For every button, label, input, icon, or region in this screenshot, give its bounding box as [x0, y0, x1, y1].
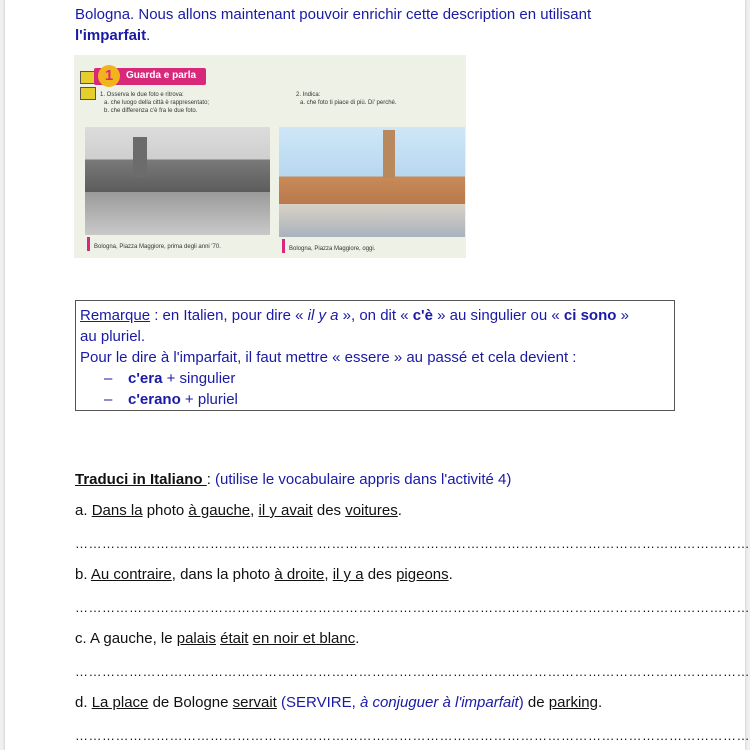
- activity-title: Guarda e parla: [126, 70, 197, 81]
- answer-line-c[interactable]: ……………………………………………………………………………………………………………………………………: [75, 664, 750, 679]
- remark-item-bold: c'erano: [128, 391, 181, 408]
- item-underlined: était: [220, 630, 249, 647]
- list-dash: –: [104, 370, 113, 387]
- item-underlined: Au contraire: [90, 566, 172, 583]
- exercise-item-a: [75, 500, 402, 521]
- item-text: , dans la photo: [171, 566, 275, 583]
- textbook-excerpt: [74, 55, 466, 258]
- remark-item-cera: [80, 368, 674, 389]
- item-underlined: à gauche: [188, 502, 251, 519]
- tower-shape: [383, 130, 395, 178]
- document-page: [5, 0, 750, 750]
- piazza-maggiore-old-photo: [85, 127, 270, 235]
- remark-item-rest: + pluriel: [180, 391, 238, 408]
- caption-right: Bologna, Piazza Maggiore, oggi.: [289, 246, 376, 252]
- question-2-a: a. che foto ti piace di più. Di' perché.: [300, 100, 397, 106]
- caption-left: Bologna, Piazza Maggiore, prima degli anni '70.: [94, 244, 221, 250]
- piazza-maggiore-today-photo: [279, 127, 465, 237]
- item-underlined: palais: [176, 630, 216, 647]
- item-underlined: il y avait: [258, 502, 313, 519]
- remark-item-cerano: [80, 389, 674, 410]
- exercise-instruction: (utilise le vocabulaire appris dans l'activité 4): [215, 471, 512, 488]
- item-underlined: Dans la: [91, 502, 143, 519]
- remark-line-2: au pluriel.: [80, 328, 146, 345]
- item-text: .: [597, 694, 603, 711]
- remark-text: »: [616, 307, 629, 324]
- caption-marker: [282, 239, 285, 253]
- item-text: c. A gauche, le: [75, 630, 177, 647]
- item-text: des: [363, 566, 397, 583]
- remark-cisono: ci sono: [563, 307, 617, 324]
- exercise-colon: :: [206, 471, 216, 488]
- remark-item-bold: c'era: [128, 370, 163, 387]
- item-text: de Bologne: [148, 694, 233, 711]
- item-underlined: en noir et blanc: [252, 630, 356, 647]
- item-text: photo: [142, 502, 189, 519]
- answer-line-a[interactable]: ……………………………………………………………………………………………………………………………………: [75, 536, 750, 551]
- item-text: b.: [75, 566, 91, 583]
- exercise-item-d: [75, 692, 602, 713]
- hint-text: ): [518, 694, 524, 711]
- intro-paragraph: [75, 4, 675, 46]
- exercise-item-b: [75, 564, 453, 585]
- question-1-title: 1. Osserva le due foto e ritrova:: [100, 92, 184, 98]
- caption-marker: [87, 237, 90, 251]
- question-1-b: b. che differenza c'è fra le due foto.: [104, 108, 198, 114]
- item-text: a.: [75, 502, 92, 519]
- intro-period: .: [146, 27, 151, 44]
- hint-text: (SERVIRE,: [281, 694, 360, 711]
- item-text: ,: [250, 502, 259, 519]
- remark-text: : en Italien, pour dire «: [150, 307, 308, 324]
- question-1-a: a. che luogo della città è rappresentato;: [104, 100, 210, 106]
- tower-shape: [133, 137, 147, 177]
- remark-text: » au singulier ou «: [432, 307, 564, 324]
- item-underlined: pigeons: [396, 566, 449, 583]
- exercise-heading: [75, 469, 511, 490]
- list-dash: –: [104, 391, 113, 408]
- item-text: de: [523, 694, 549, 711]
- item-underlined: il y a: [332, 566, 364, 583]
- answer-line-b[interactable]: ……………………………………………………………………………………………………………………………………: [75, 600, 750, 615]
- remark-ilya: il y a: [307, 307, 339, 324]
- remark-label: Remarque: [80, 307, 151, 324]
- remark-text: », on dit «: [338, 307, 413, 324]
- intro-line-1: Bologna. Nous allons maintenant pouvoir enrichir cette description en utilisant: [75, 6, 592, 23]
- item-underlined: voitures: [345, 502, 398, 519]
- answer-line-d[interactable]: ……………………………………………………………………………………………………………………………………: [75, 728, 750, 743]
- remark-line-1: [80, 305, 674, 326]
- remark-ce: c'è: [412, 307, 433, 324]
- item-text: d.: [75, 694, 92, 711]
- item-underlined: La place: [91, 694, 149, 711]
- remark-box: [75, 300, 675, 411]
- item-text: .: [355, 630, 360, 647]
- exercise-title: Traduci in Italiano: [75, 471, 207, 488]
- item-text: .: [397, 502, 402, 519]
- item-text: .: [448, 566, 453, 583]
- item-underlined: parking: [548, 694, 598, 711]
- imparfait-term: l'imparfait: [75, 27, 147, 44]
- question-2-title: 2. Indica:: [296, 92, 321, 98]
- item-underlined: à droite: [274, 566, 325, 583]
- item-underlined: servait: [232, 694, 277, 711]
- item-text: ,: [324, 566, 333, 583]
- hint-italic: à conjuguer à l'imparfait: [359, 694, 519, 711]
- activity-number-badge: 1: [98, 65, 120, 87]
- remark-item-rest: + singulier: [162, 370, 236, 387]
- exercise-item-c: [75, 628, 359, 649]
- audio-icon: [80, 87, 96, 100]
- remark-line-3: Pour le dire à l'imparfait, il faut mettre « essere » au passé et cela devient :: [80, 349, 577, 366]
- item-text: des: [312, 502, 346, 519]
